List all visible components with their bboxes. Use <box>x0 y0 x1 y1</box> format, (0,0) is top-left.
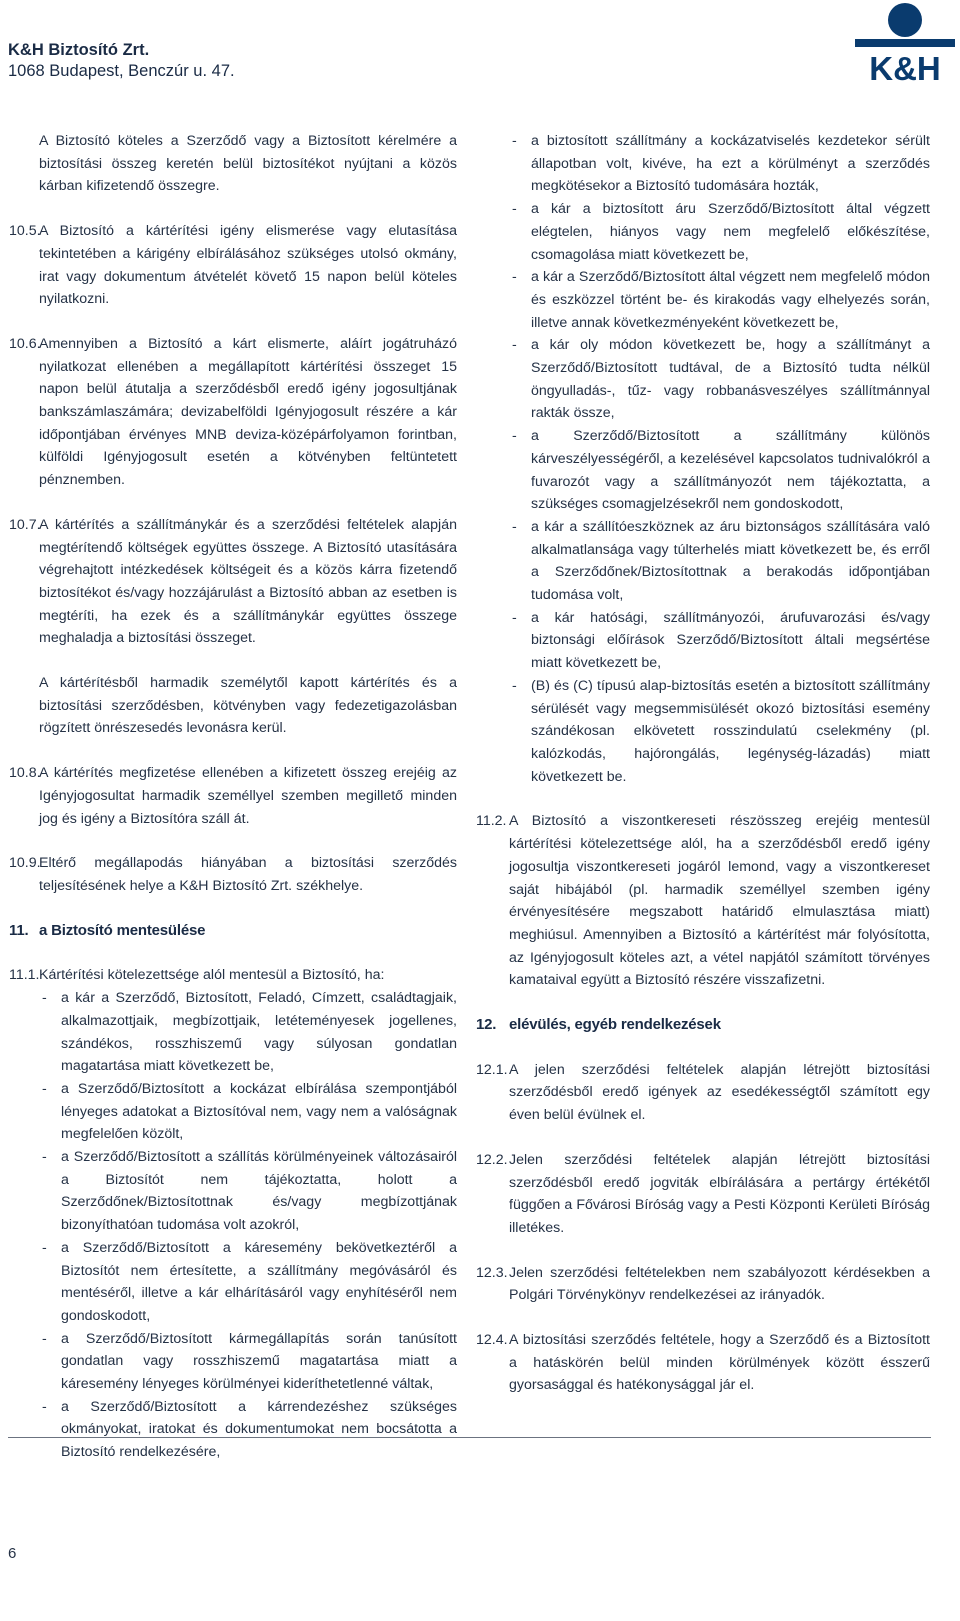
list-item: - a biztosított szállítmány a kockázatviselés kezdetekor sérült állapotban volt, kivéve, ha ezt a körülményt a szerződés megkötésekor a Biztosító tudomására hozták, <box>509 130 930 198</box>
company-address: 1068 Budapest, Benczúr u. 47. <box>8 62 235 80</box>
list-item: - a Szerződő/Biztosított a szállítás körülményeinek változásairól a Biztosítót nem tájékoztatta, holott a Szerződőnek/Biztosítottnak és/vagy megbízottjának bizonyíthatóan tudomása volt azokról, <box>39 1146 457 1237</box>
section-12-4 <box>476 1329 930 1397</box>
section-12-3 <box>476 1262 930 1307</box>
heading-title: elévülés, egyéb rendelkezések <box>509 1016 721 1034</box>
list-item: - a kár oly módon következett be, hogy a szállítmányt a Szerződő/Biztosított tudtával, de a Biztosító tudta nélkül öngyulladás-, tűz- vagy robbanásveszélyes szállítmánnyal rakták össze, <box>509 334 930 425</box>
section-number: 12.1. <box>476 1061 508 1078</box>
list-item: - a Szerződő/Biztosított a káresemény bekövetkeztéről a Biztosítót nem értesítette, a szállítmány megóvásáról és mentéséről, illetve a kár elhárításáról vagy enyhítéséről nem gondoskodott, <box>39 1237 457 1328</box>
list-item: - a kár hatósági, szállítmányozói, árufuvarozási és/vagy biztonsági előírások Szerződő/Biztosított általi megsértése miatt következett be, <box>509 607 930 675</box>
left-column <box>9 130 457 1464</box>
section-number: 12.4. <box>476 1332 508 1349</box>
footer-divider <box>8 1437 931 1438</box>
section-10-6 <box>9 333 457 492</box>
section-heading-12 <box>476 1014 930 1037</box>
section-text: Jelen szerződési feltételek alapján létrejött biztosítási szerződésből eredő jogviták elbírálására a pertárgy értékétől függően a Fővárosi Bíróság vagy a Pesti Központi Kerületi Bíróság illetékes. <box>509 1151 930 1236</box>
section-number: 10.5. <box>9 223 41 240</box>
heading-number: 12. <box>476 1016 497 1034</box>
document-header <box>8 40 235 82</box>
section-number: 10.9. <box>9 855 41 872</box>
section-12-2 <box>476 1149 930 1240</box>
list-item: - a Szerződő/Biztosított kármegállapítás során tanúsított gondatlan vagy rosszhiszemű magatartása miatt a káresemény lényeges körülményei kideríthetetlenné váltak, <box>39 1328 457 1396</box>
list-item: - a Szerződő/Biztosított a kárrendezéshez szükséges okmányokat, iratokat és dokumentumokat nem bocsátotta a Biztosító rendelkezésére, <box>39 1396 457 1464</box>
section-number: 10.6. <box>9 335 41 352</box>
logo-text: K&H <box>869 50 941 84</box>
right-column <box>476 130 930 1419</box>
list-item: - a kár a Szerződő, Biztosított, Feladó, Címzett, családtagjaik, alkalmazottjaik, megbízottjaik, letéteményesek jogellenes, szándékos, rosszhiszemű vagy súlyosan gondatlan magatartása miatt következett be, <box>39 987 457 1078</box>
section-number: 11.2. <box>476 813 507 830</box>
section-number: 12.3. <box>476 1264 508 1281</box>
page-number: 6 <box>8 1545 17 1562</box>
list-item: - a Szerződő/Biztosított a szállítmány különös kárveszélyességéről, a kezelésével kapcsolatos tudnivalókról a fuvarozót vagy a szállítmányozót nem tájékoztatta, a szükséges csomagjelzésekről nem gondoskodott, <box>509 425 930 516</box>
kh-logo-icon <box>855 2 955 84</box>
section-number: 10.7. <box>9 516 41 533</box>
section-text: Jelen szerződési feltételekben nem szabályozott kérdésekben a Polgári Törvénykönyv rendelkezései az irányadók. <box>509 1264 930 1304</box>
section-text: Amennyiben a Biztosító a kárt elismerte, aláírt jogátruházó nyilatkozat ellenében a megállapított kártérítési összeget 15 napon belül átutalja a szerződésből eredő igény jogosultjának bankszámlaszámára; devizabelföldi Igényjogosult részére a kár időpontjában érvényes MNB deviza-középárfolyamon forintban, külföldi Igényjogosult esetén a kötvényben feltüntetett pénznemben. <box>39 335 457 489</box>
list-item: - a Szerződő/Biztosított a kockázat elbírálása szempontjából lényeges adatokat a Biztosítóval nem, vagy nem a valóságnak megfelelően közölt, <box>39 1078 457 1146</box>
list-item: - a kár a Szerződő/Biztosított által végzett nem megfelelő módon és eszközzel történt be- és kirakodás vagy elhelyezés során, illetve annak következményeként következett be, <box>509 266 930 334</box>
section-11-2 <box>476 810 930 992</box>
section-11-1 <box>9 964 457 1463</box>
exemption-list <box>39 987 457 1464</box>
list-item: - a kár a biztosított áru Szerződő/Biztosított által végzett elégtelen, hiányos vagy nem megfelelő előkészítése, csomagolása miatt következett be, <box>509 198 930 266</box>
section-12-1 <box>476 1059 930 1127</box>
section-text: A Biztosító a kártérítési igény elismerése vagy elutasítása tekintetében a kárigény elbírálásához szükséges utolsó okmány, irat vagy dokumentum átvételét követő 15 napon belül köteles nyilatkozni. <box>39 223 457 308</box>
list-item: - (B) és (C) típusú alap-biztosítás esetén a biztosított szállítmány sérülését vagy megsemmisülését okozó biztosítási esemény szándékosan elkövetett rosszindulatú cselekmény (pl. kalózkodás, hajórongálás, legénység-lázadás) miatt következett be. <box>509 675 930 789</box>
section-10-9 <box>9 852 457 897</box>
heading-title: a Biztosító mentesülése <box>39 921 206 939</box>
section-10-7 <box>9 514 457 650</box>
section-10-7-paragraph: A kártérítésből harmadik személytől kapott kártérítés és a biztosítási szerződésben, kötvényben vagy fedezetigazolásban rögzített önrészesedés levonásra kerül. <box>39 675 457 737</box>
section-text: A biztosítási szerződés feltétele, hogy a Szerződő és a Biztosított a hatáskörén belül minden körülmények között ésszerű gyorsasággal és hatékonysággal jár el. <box>509 1332 930 1394</box>
section-text: A Biztosító a viszontkereseti részösszeg erejéig mentesül kártérítési kötelezettsége alól, ha a szerződésből eredő igény jogosultja viszontkereseti jogáról lemond, vagy a viszontkereset saját hibájából (pl. harmadik személlyel szemben igény érvényesítésére megszabott határidő elmulasztása miatt) meghiúsul. Amennyiben a Biztosító a kártérítést már folyósította, az Igényjogosult köteles azt, a vétel napjától számított törvényes kamataival együtt a Biztosító részére visszafizetni. <box>509 813 930 989</box>
section-number: 11.1. <box>9 967 40 984</box>
section-number: 10.8. <box>9 765 41 782</box>
section-text: A jelen szerződési feltételek alapján létrejött biztosítási szerződésből eredő igények az esedékességtől számított egy éven belül évülnek el. <box>509 1061 930 1124</box>
intro-paragraph: A Biztosító köteles a Szerződő vagy a Biztosított kérelmére a biztosítási összeg keretén belül biztosítékot nyújtani a közös kárban kifizetendő összegre. <box>39 133 457 195</box>
list-item: - a kár a szállítóeszköznek az áru biztonságos szállítására való alkalmatlansága vagy túlterhelés miatt következett be, és erről a Szerződőnek/Biztosítottnak a berakodás időpontjában tudomása volt, <box>509 516 930 607</box>
section-heading-11 <box>9 920 457 943</box>
company-name: K&H Biztosító Zrt. <box>8 41 150 59</box>
heading-number: 11. <box>9 921 29 939</box>
section-text: A kártérítés a szállítmánykár és a szerződési feltételek alapján megtérítendő költségek együttes összege. A Biztosító utasítására végrehajtott intézkedések költségeit és a közös kárra fizetendő biztosítékot és/vagy hozzájárulást a Biztosító abban az esetben is megtéríti, ha ezek és a szállítmánykár együttes összege meghaladja a biztosítási összeget. <box>39 516 457 647</box>
section-10-5 <box>9 220 457 311</box>
section-text: A kártérítés megfizetése ellenében a kifizetett összeg erejéig az Igényjogosultat harmadik személlyel szemben megillető minden jog és igény a Biztosítóra száll át. <box>39 765 457 827</box>
exemption-list-continued <box>509 130 930 788</box>
section-text: Eltérő megállapodás hiányában a biztosítási szerződés teljesítésének helye a K&H Biztosító Zrt. székhelye. <box>39 855 457 894</box>
section-number: 12.2. <box>476 1151 508 1168</box>
section-10-8 <box>9 762 457 830</box>
section-text: Kártérítési kötelezettsége alól mentesül a Biztosító, ha: <box>39 967 385 984</box>
